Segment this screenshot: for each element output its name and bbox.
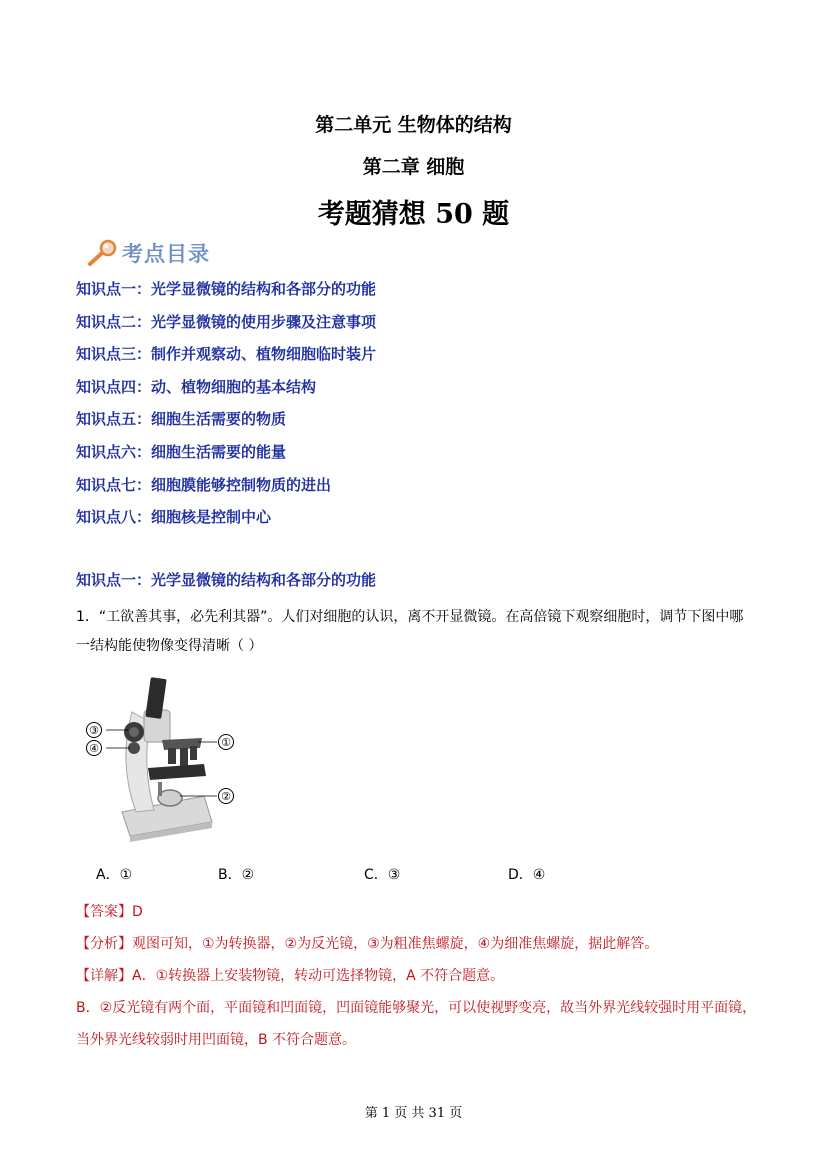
analysis-line: 【分析】观图可知，①为转换器，②为反光镜，③为粗准焦螺旋，④为细准焦螺旋，据此解答。 [76,936,659,952]
answer-block [76,896,766,1056]
toc-item[interactable]: 知识点二：光学显微镜的使用步骤及注意事项 [76,312,377,331]
toc-item[interactable]: 知识点三：制作并观察动、植物细胞临时装片 [76,345,377,364]
section-title: 知识点一：光学显微镜的结构和各部分的功能 [76,571,377,589]
page-footer: 第 1 页 共 31 页 [364,1106,463,1121]
detail-b-paragraph: B．②反光镜有两个面，平面镜和凹面镜，凹面镜能够聚光，可以使视野变亮，故当外界光线较强时用平面镜，当外界光线较弱时用凹面镜，B 不符合题意。 [76,1000,757,1048]
toc-item[interactable]: 知识点一：光学显微镜的结构和各部分的功能 [76,280,377,298]
option-d[interactable]: D．④ [508,867,546,883]
magnifier-icon [86,238,120,268]
toc-item[interactable]: 知识点六：细胞生活需要的能量 [76,442,287,461]
option-a[interactable]: A．① [96,867,133,883]
option-b[interactable]: B．② [218,867,255,883]
chapter-title: 第二章 细胞 [362,156,465,178]
microscope-figure [84,672,244,842]
figure-label-2: ② [221,790,231,803]
toc-item[interactable]: 知识点八：细胞核是控制中心 [76,508,272,527]
toc-list [76,276,776,537]
figure-label-4: ④ [89,742,99,755]
question-text: 1．“工欲善其事，必先利其器”。人们对细胞的认识，离不开显微镜。在高倍镜下观察细胞时，调节下图中哪一结构能使物像变得清晰（ ） [76,609,744,654]
main-title: 考题猜想 50 题 [317,199,510,230]
toc-item[interactable]: 知识点四：动、植物细胞的基本结构 [76,377,317,396]
toc-heading-label: 考点目录 [122,242,210,266]
answer-line: 【答案】D [76,904,143,920]
option-c[interactable]: C．③ [364,867,401,883]
toc-item[interactable]: 知识点五：细胞生活需要的物质 [76,410,287,429]
figure-label-1: ① [221,736,231,749]
detail-line: 【详解】A．①转换器上安装物镜，转动可选择物镜，A 不符合题意。 [76,968,505,984]
toc-item[interactable]: 知识点七：细胞膜能够控制物质的进出 [76,475,332,494]
unit-title: 第二单元 生物体的结构 [315,114,512,136]
figure-label-3: ③ [89,724,99,737]
